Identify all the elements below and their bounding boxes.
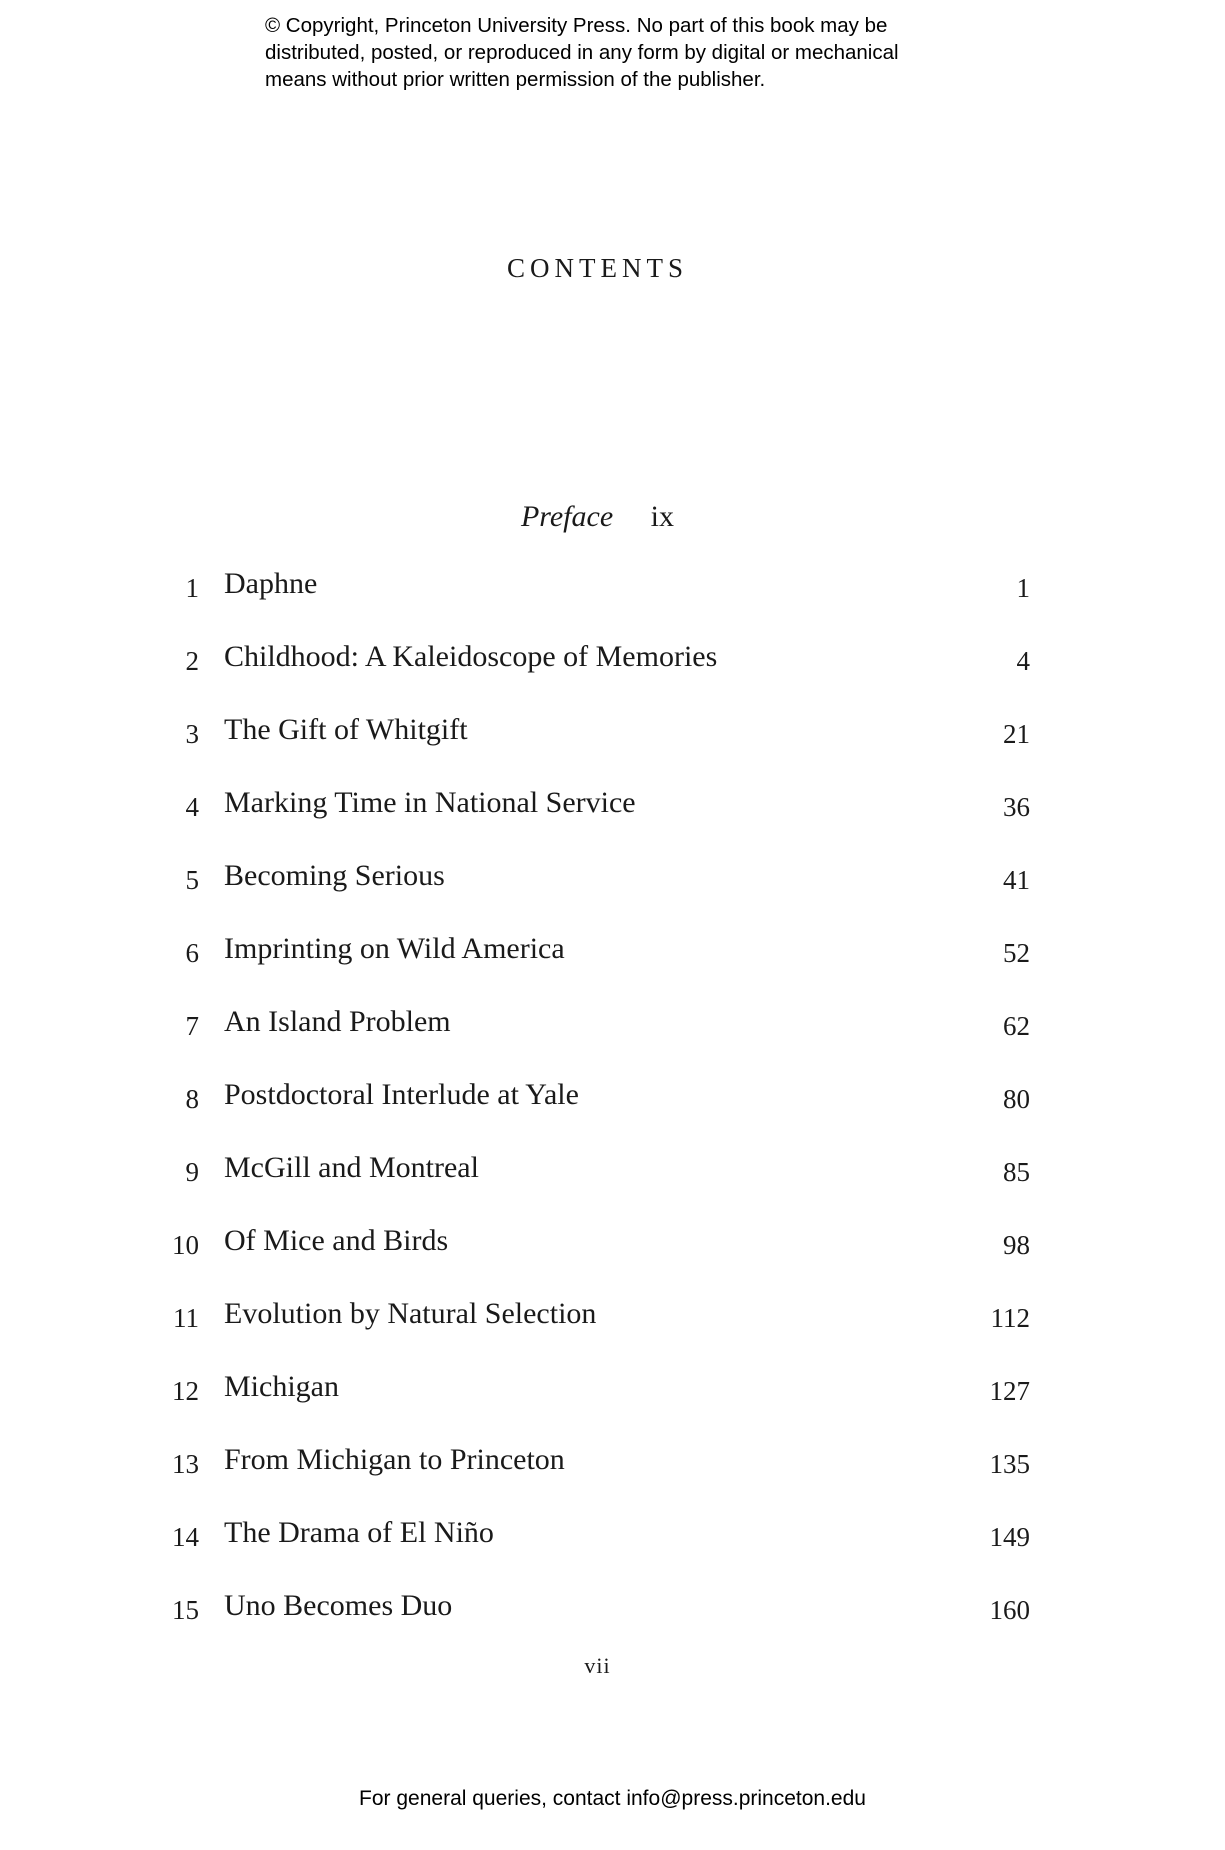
- preface-label: Preface: [520, 500, 614, 533]
- chapter-number: 10: [172, 1230, 199, 1260]
- chapter-title: The Drama of El Niño: [224, 1516, 494, 1549]
- toc-entry: [0, 714, 1225, 787]
- chapter-page: 85: [1003, 1157, 1030, 1187]
- chapter-page: 1: [1016, 573, 1030, 603]
- toc-entry: [0, 1225, 1225, 1298]
- page-folio: vii: [584, 1653, 611, 1678]
- chapter-title: Imprinting on Wild America: [224, 932, 565, 965]
- chapter-title: Uno Becomes Duo: [224, 1589, 453, 1622]
- chapter-title: The Gift of Whitgift: [224, 713, 468, 746]
- chapter-page: 36: [1003, 792, 1030, 822]
- chapter-number: 15: [172, 1595, 199, 1625]
- toc-entry: [0, 1444, 1225, 1517]
- toc-entry: [0, 1371, 1225, 1444]
- chapter-title: Of Mice and Birds: [224, 1224, 449, 1257]
- chapter-page: 80: [1003, 1084, 1030, 1114]
- chapter-title: McGill and Montreal: [224, 1151, 479, 1184]
- chapter-page: 52: [1003, 938, 1030, 968]
- toc-entry: [0, 1152, 1225, 1225]
- toc-entry: [0, 860, 1225, 933]
- chapter-page: 98: [1003, 1230, 1030, 1260]
- chapter-title: An Island Problem: [224, 1005, 451, 1038]
- chapter-number: 12: [172, 1376, 199, 1406]
- toc-entry: [0, 787, 1225, 860]
- chapter-number: 2: [185, 646, 199, 676]
- chapter-number: 1: [185, 573, 199, 603]
- chapter-title: Marking Time in National Service: [224, 786, 636, 819]
- chapter-page: 4: [1016, 646, 1030, 676]
- chapter-title: Childhood: A Kaleidoscope of Memories: [224, 640, 718, 673]
- chapter-number: 14: [172, 1522, 199, 1552]
- chapter-number: 5: [185, 865, 199, 895]
- footer-contact: For general queries, contact info@press.princeton.edu: [359, 1787, 866, 1810]
- chapter-number: 13: [172, 1449, 199, 1479]
- chapter-title: Postdoctoral Interlude at Yale: [224, 1078, 579, 1111]
- chapter-page: 160: [989, 1595, 1030, 1625]
- toc-entry: [0, 1079, 1225, 1152]
- chapter-page: 149: [989, 1522, 1030, 1552]
- toc-entry: [0, 1517, 1225, 1590]
- chapter-page: 41: [1003, 865, 1030, 895]
- chapter-number: 7: [185, 1011, 199, 1041]
- chapter-number: 9: [185, 1157, 199, 1187]
- copyright-line: © Copyright, Princeton University Press. No part of this book may be: [265, 14, 888, 37]
- chapter-title: Evolution by Natural Selection: [224, 1297, 597, 1330]
- chapter-title: Michigan: [224, 1370, 339, 1403]
- copyright-line: means without prior written permission of the publisher.: [265, 68, 766, 91]
- chapter-page: 21: [1003, 719, 1030, 749]
- chapter-page: 112: [990, 1303, 1030, 1333]
- chapter-number: 4: [185, 792, 199, 822]
- toc-entry: [0, 933, 1225, 1006]
- toc-entry: [0, 1298, 1225, 1371]
- preface-page: ix: [650, 500, 674, 533]
- table-of-contents: [0, 568, 1225, 1663]
- toc-entry: [0, 568, 1225, 641]
- chapter-number: 11: [173, 1303, 199, 1333]
- chapter-page: 135: [989, 1449, 1030, 1479]
- chapter-number: 6: [185, 938, 199, 968]
- copyright-line: distributed, posted, or reproduced in any form by digital or mechanical: [265, 41, 899, 64]
- chapter-number: 3: [185, 719, 199, 749]
- copyright-notice: [265, 12, 1025, 93]
- chapter-title: Daphne: [224, 567, 318, 600]
- chapter-number: 8: [185, 1084, 199, 1114]
- toc-entry: [0, 641, 1225, 714]
- preface-entry: [0, 500, 1195, 534]
- chapter-page: 127: [989, 1376, 1030, 1406]
- chapter-title: From Michigan to Princeton: [224, 1443, 565, 1476]
- chapter-title: Becoming Serious: [224, 859, 445, 892]
- toc-entry: [0, 1006, 1225, 1079]
- contents-heading: CONTENTS: [507, 253, 688, 283]
- chapter-page: 62: [1003, 1011, 1030, 1041]
